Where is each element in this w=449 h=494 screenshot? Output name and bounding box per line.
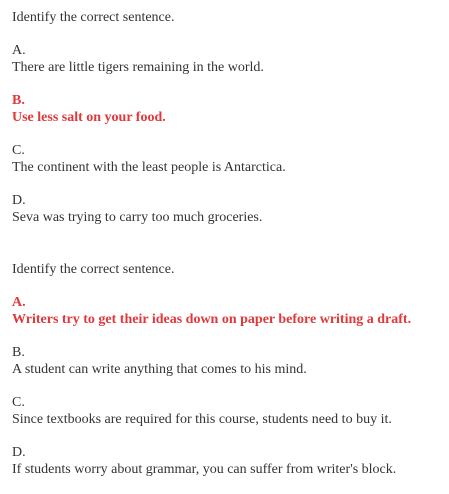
option-letter: D. bbox=[12, 445, 26, 460]
option-d[interactable] bbox=[12, 444, 445, 478]
option-c[interactable] bbox=[12, 394, 445, 428]
option-a[interactable] bbox=[12, 42, 445, 76]
option-letter: A. bbox=[12, 43, 26, 58]
option-a-correct[interactable] bbox=[12, 294, 445, 328]
option-text: Use less salt on your food. bbox=[12, 110, 166, 125]
option-letter: C. bbox=[12, 395, 25, 410]
option-text: If students worry about grammar, you can suffer from writer's block. bbox=[12, 462, 397, 477]
option-letter: A. bbox=[12, 295, 26, 310]
option-letter: C. bbox=[12, 143, 25, 158]
option-text: Since textbooks are required for this course, students need to buy it. bbox=[12, 412, 392, 427]
option-text: A student can write anything that comes to his mind. bbox=[12, 362, 307, 377]
question-prompt: Identify the correct sentence. bbox=[12, 10, 175, 25]
option-text: The continent with the least people is Antarctica. bbox=[12, 160, 286, 175]
option-c[interactable] bbox=[12, 142, 445, 176]
option-b-correct[interactable] bbox=[12, 92, 445, 126]
question-block bbox=[12, 261, 445, 478]
option-letter: D. bbox=[12, 193, 26, 208]
option-text: There are little tigers remaining in the world. bbox=[12, 60, 264, 75]
question-prompt: Identify the correct sentence. bbox=[12, 262, 175, 277]
option-text: Seva was trying to carry too much groceries. bbox=[12, 210, 263, 225]
option-letter: B. bbox=[12, 93, 25, 108]
option-text: Writers try to get their ideas down on paper before writing a draft. bbox=[12, 312, 412, 327]
question-block bbox=[12, 9, 445, 226]
option-letter: B. bbox=[12, 345, 25, 360]
option-d[interactable] bbox=[12, 192, 445, 226]
option-b[interactable] bbox=[12, 344, 445, 378]
